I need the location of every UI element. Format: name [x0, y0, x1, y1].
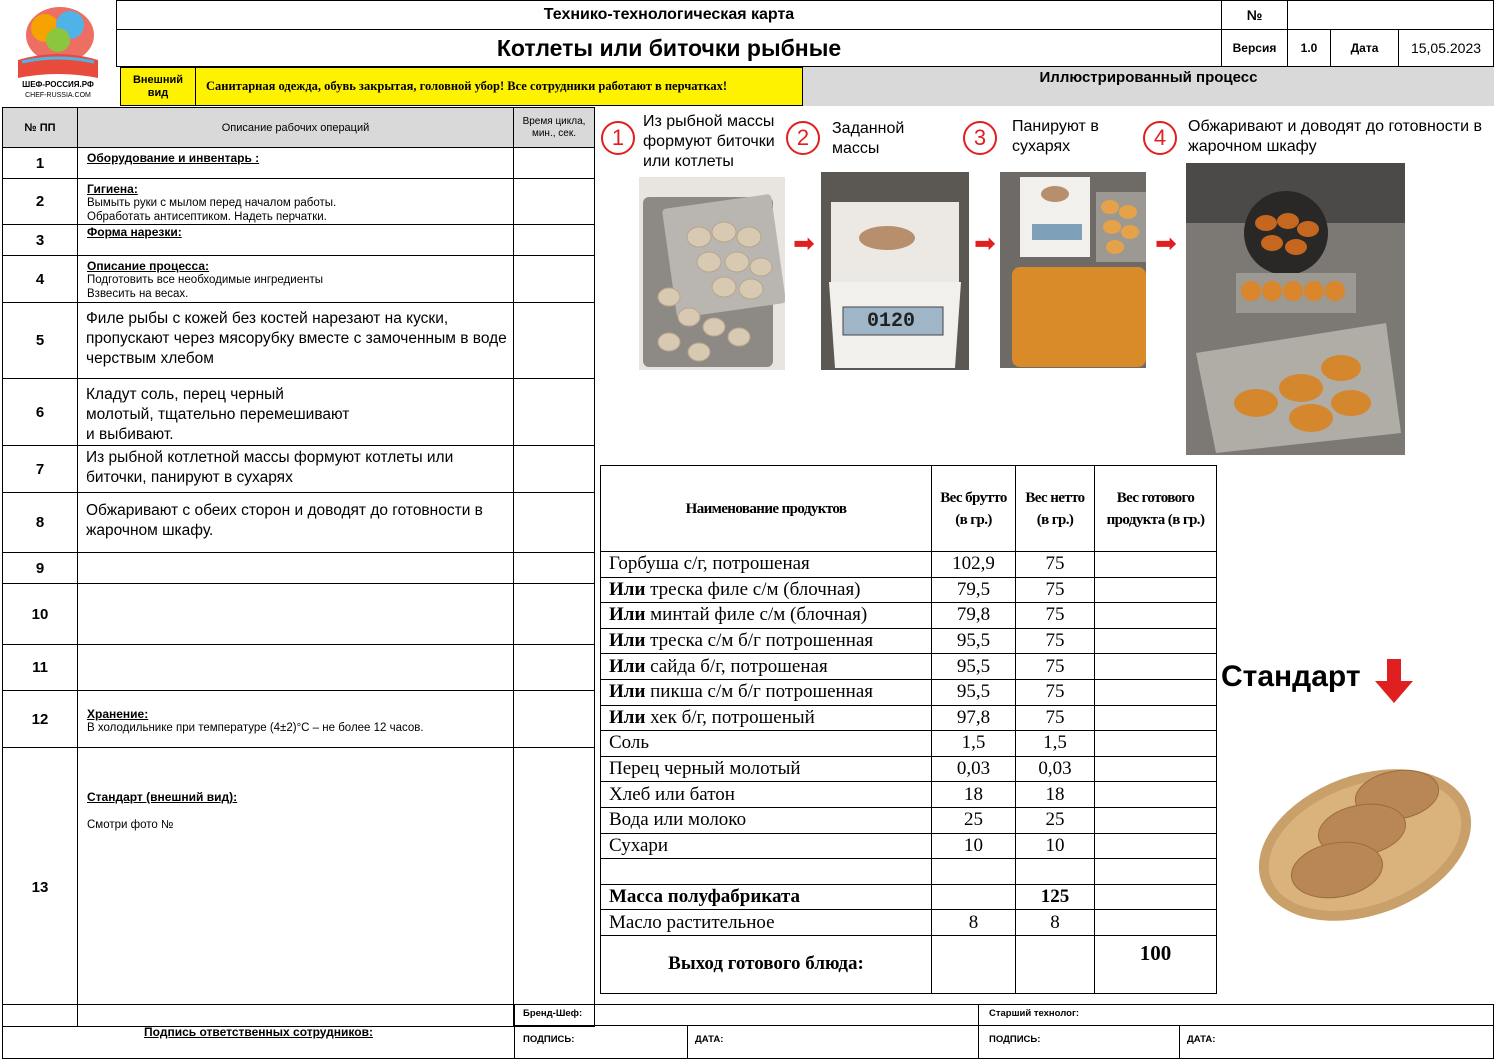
time-cell [514, 493, 595, 553]
op-title: Описание процесса: [87, 259, 210, 273]
ingredient-name [601, 731, 932, 757]
ingredient-label: пикша с/м б/г потрошенная [645, 681, 874, 703]
ingredient-brutto: 95,5 [932, 628, 1016, 654]
ingredient-header-brutto: Вес брутто (в гр.) [932, 466, 1016, 552]
time-cell [514, 379, 595, 446]
oil-row [601, 910, 1217, 936]
ingredient-ready [1095, 577, 1217, 603]
ingredient-brutto: 95,5 [932, 654, 1016, 680]
brand-chef-block [514, 1004, 979, 1059]
ingredient-ready [1095, 833, 1217, 859]
step-2-text: Заданной массы [832, 120, 905, 157]
ingredient-row [601, 731, 1217, 757]
ingredient-header-ready: Вес готового продукта (в гр.) [1095, 466, 1217, 552]
ingredient-brutto: 1,5 [932, 731, 1016, 757]
version-label: Версия [1221, 29, 1288, 67]
step-4-circle: 4 [1143, 121, 1177, 155]
time-cell [514, 446, 595, 493]
process-header: Иллюстрированный процесс [803, 67, 1494, 106]
ingredient-name [601, 628, 932, 654]
ingredient-label: Горбуша с/г, потрошеная [609, 553, 810, 575]
col-num-header: № ПП [3, 108, 78, 148]
desc-cell [78, 645, 514, 691]
time-cell [514, 225, 595, 256]
ingredient-row [601, 654, 1217, 680]
row-number: 8 [3, 493, 78, 553]
ingredient-brutto: 79,5 [932, 577, 1016, 603]
desc-cell [78, 584, 514, 645]
ingredient-row [601, 756, 1217, 782]
col-desc-header: Описание рабочих операций [78, 108, 514, 148]
ingredient-ready [1095, 679, 1217, 705]
operation-row [3, 225, 595, 256]
semi-netto: 125 [1016, 884, 1095, 910]
row-number: 3 [3, 225, 78, 256]
time-cell [514, 645, 595, 691]
ingredient-label: Соль [609, 732, 650, 754]
ingredient-row [601, 833, 1217, 859]
ingredient-label: сайда б/г, потрошеная [645, 655, 828, 677]
ingredient-row [601, 628, 1217, 654]
step-1-circle: 1 [601, 121, 635, 155]
ingredient-prefix: Или [609, 681, 646, 703]
ingredient-ready [1095, 731, 1217, 757]
time-cell [514, 303, 595, 379]
op-text: Обжаривают с обеих сторон и доводят до готовности в жарочном шкафу. [86, 502, 483, 539]
desc-cell [78, 553, 514, 584]
appearance-text: Санитарная одежда, обувь закрытая, головной убор! Все сотрудники работают в перчатках! [195, 67, 803, 106]
operation-row [3, 256, 595, 303]
row-number: 10 [3, 584, 78, 645]
operation-row [3, 553, 595, 584]
doc-subtitle: Технико-технологическая карта [116, 0, 1222, 30]
ingredient-label: минтай филе с/м (блочная) [645, 604, 868, 626]
logo-text-ru: ШЕФ-РОССИЯ.РФ [22, 80, 94, 89]
signature-label: Подпись ответственных сотрудников: [144, 1024, 373, 1039]
ingredient-label: треска филе с/м (блочная) [645, 578, 861, 600]
op-text: Смотри фото № [87, 819, 174, 831]
operation-row [3, 179, 595, 225]
op-text: Вымыть руки с мылом перед началом работы. Обработать антисептиком. Надеть перчатки. [87, 197, 337, 223]
operation-row [3, 379, 595, 446]
step-2-circle: 2 [786, 121, 820, 155]
output-value: 100 [1095, 935, 1217, 993]
output-label: Выход готового блюда: [601, 935, 932, 993]
step-1-photo [639, 177, 785, 370]
semi-product-row [601, 884, 1217, 910]
operation-row [3, 303, 595, 379]
oil-netto: 8 [1016, 910, 1095, 936]
ingredient-label: хек б/г, потрошеный [645, 706, 815, 728]
operation-row [3, 645, 595, 691]
time-cell [514, 748, 595, 1027]
ingredient-ready [1095, 756, 1217, 782]
ingredient-ready [1095, 705, 1217, 731]
row-number: 13 [3, 748, 78, 1027]
ingredient-row [601, 679, 1217, 705]
brand-chef-sign-label: ПОДПИСЬ: [523, 1034, 575, 1045]
brand-chef-label: Бренд-Шеф: [523, 1008, 583, 1019]
chef-hat-book-logo [0, 0, 116, 106]
ingredient-prefix: Или [609, 655, 646, 677]
number-label: № [1221, 0, 1288, 30]
ingredient-netto: 1,5 [1016, 731, 1095, 757]
op-text: Из рыбной котлетной массы формуют котлеты или биточки, панируют в сухарях [86, 449, 454, 486]
ingredient-netto: 75 [1016, 552, 1095, 578]
ingredient-label: Сухари [609, 834, 669, 856]
ingredient-label: Вода или молоко [609, 809, 747, 831]
op-title: Оборудование и инвентарь : [87, 151, 260, 165]
ingredient-label: треска с/м б/г потрошенная [645, 630, 874, 652]
arrow-down-icon [1375, 659, 1413, 708]
operations-table [2, 107, 595, 1027]
op-text: Подготовить все необходимые ингредиенты Взвесить на весах. [87, 274, 323, 300]
oil-label: Масло растительное [601, 910, 932, 936]
time-cell [514, 691, 595, 748]
ingredient-brutto: 102,9 [932, 552, 1016, 578]
number-value [1287, 0, 1494, 30]
ingredient-row [601, 552, 1217, 578]
output-row [601, 935, 1217, 993]
ingredient-row [601, 705, 1217, 731]
operation-row [3, 446, 595, 493]
doc-title: Котлеты или биточки рыбные [116, 29, 1222, 67]
senior-tech-date-label: ДАТА: [1187, 1034, 1216, 1045]
ingredient-ready [1095, 807, 1217, 833]
appearance-label: Внешний вид [120, 67, 196, 106]
ingredients-table [600, 465, 1217, 994]
op-title: Гигиена: [87, 182, 138, 196]
time-cell [514, 256, 595, 303]
ingredient-row [601, 782, 1217, 808]
row-number: 9 [3, 553, 78, 584]
ingredient-spacer-row [601, 859, 1217, 885]
ingredient-brutto: 10 [932, 833, 1016, 859]
row-number: 2 [3, 179, 78, 225]
ingredient-row [601, 603, 1217, 629]
row-number: 5 [3, 303, 78, 379]
logo [0, 0, 116, 106]
standard-photo [1252, 750, 1478, 933]
ingredient-name [601, 603, 932, 629]
ingredient-label: Перец черный молотый [609, 758, 801, 780]
ingredient-netto: 75 [1016, 603, 1095, 629]
ingredient-row [601, 577, 1217, 603]
step-3-text: Панируют в сухарях [1012, 118, 1099, 155]
ingredient-prefix: Или [609, 706, 646, 728]
ingredient-name [601, 577, 932, 603]
ingredient-netto: 75 [1016, 628, 1095, 654]
ingredient-brutto: 79,8 [932, 603, 1016, 629]
oil-brutto: 8 [932, 910, 1016, 936]
ingredient-ready [1095, 654, 1217, 680]
time-cell [514, 179, 595, 225]
ingredient-row [601, 807, 1217, 833]
version-value: 1.0 [1287, 29, 1331, 67]
ingredient-ready [1095, 628, 1217, 654]
ingredient-name [601, 705, 932, 731]
row-number: 4 [3, 256, 78, 303]
brand-chef-date-label: ДАТА: [695, 1034, 724, 1045]
ingredient-ready [1095, 603, 1217, 629]
ingredient-header-name: Наименование продуктов [601, 466, 932, 552]
ingredient-name [601, 679, 932, 705]
operation-row [3, 748, 595, 1027]
senior-tech-block [978, 1004, 1494, 1059]
ingredient-name [601, 654, 932, 680]
ingredient-name [601, 833, 932, 859]
row-number: 11 [3, 645, 78, 691]
operation-row [3, 584, 595, 645]
ingredient-prefix: Или [609, 604, 646, 626]
ingredient-prefix: Или [609, 630, 646, 652]
ingredient-netto: 0,03 [1016, 756, 1095, 782]
row-number: 1 [3, 148, 78, 179]
ingredient-header-netto: Вес нетто (в гр.) [1016, 466, 1095, 552]
ingredient-brutto: 25 [932, 807, 1016, 833]
step-2-photo [821, 172, 969, 370]
arrow-right-icon: ➡ [1155, 228, 1177, 258]
ingredient-netto: 75 [1016, 705, 1095, 731]
time-cell [514, 553, 595, 584]
step-3-photo [1000, 172, 1146, 368]
ingredient-brutto: 97,8 [932, 705, 1016, 731]
ingredient-netto: 18 [1016, 782, 1095, 808]
ingredient-name [601, 756, 932, 782]
arrow-right-icon: ➡ [974, 228, 996, 258]
op-text: Кладут соль, перец черный молотый, тщательно перемешивают и выбивают. [86, 386, 350, 443]
ingredient-label: Хлеб или батон [609, 783, 735, 805]
step-4-text: Обжаривают и доводят до готовности в жарочном шкафу [1188, 118, 1482, 155]
date-value: 15,05.2023 [1398, 29, 1494, 67]
senior-tech-sign-label: ПОДПИСЬ: [989, 1034, 1041, 1045]
op-title: Хранение: [87, 706, 149, 721]
operation-row [3, 148, 595, 179]
op-title: Форма нарезки: [87, 225, 182, 239]
senior-tech-label: Старший технолог: [989, 1008, 1080, 1019]
step-4-photo [1186, 163, 1405, 455]
ingredient-netto: 75 [1016, 577, 1095, 603]
standard-label: Стандарт [1221, 660, 1361, 693]
arrow-right-icon: ➡ [793, 228, 815, 258]
time-cell [514, 584, 595, 645]
date-label: Дата [1330, 29, 1399, 67]
row-number: 7 [3, 446, 78, 493]
op-title: Стандарт (внешний вид): [87, 790, 238, 804]
ingredient-name [601, 782, 932, 808]
time-cell [514, 148, 595, 179]
op-text: Филе рыбы с кожей без костей нарезают на куски, пропускают через мясорубку вместе с замоченным в воде черствым хлебом [86, 310, 507, 367]
row-number: 6 [3, 379, 78, 446]
operation-row [3, 493, 595, 553]
logo-text-en: CHEF-RUSSIA.COM [25, 92, 91, 99]
ingredient-brutto: 0,03 [932, 756, 1016, 782]
scale-display: 0120 [867, 310, 916, 333]
step-1-text: Из рыбной массы формуют биточки или котлеты [643, 113, 775, 170]
row-number: 12 [3, 691, 78, 748]
ingredient-brutto: 18 [932, 782, 1016, 808]
semi-label: Масса полуфабриката [601, 884, 932, 910]
ingredient-name [601, 552, 932, 578]
ingredient-name [601, 807, 932, 833]
ingredient-netto: 10 [1016, 833, 1095, 859]
op-text: В холодильнике при температуре (4±2)°С – не более 12 часов. [87, 721, 424, 734]
ingredient-ready [1095, 552, 1217, 578]
signature-block [2, 1004, 515, 1059]
ingredient-netto: 25 [1016, 807, 1095, 833]
operation-row [3, 691, 595, 748]
col-time-header: Время цикла, мин., сек. [514, 108, 595, 148]
ingredient-brutto: 95,5 [932, 679, 1016, 705]
ingredient-netto: 75 [1016, 679, 1095, 705]
ingredient-ready [1095, 782, 1217, 808]
step-3-circle: 3 [963, 121, 997, 155]
ingredient-netto: 75 [1016, 654, 1095, 680]
ingredient-prefix: Или [609, 578, 646, 600]
